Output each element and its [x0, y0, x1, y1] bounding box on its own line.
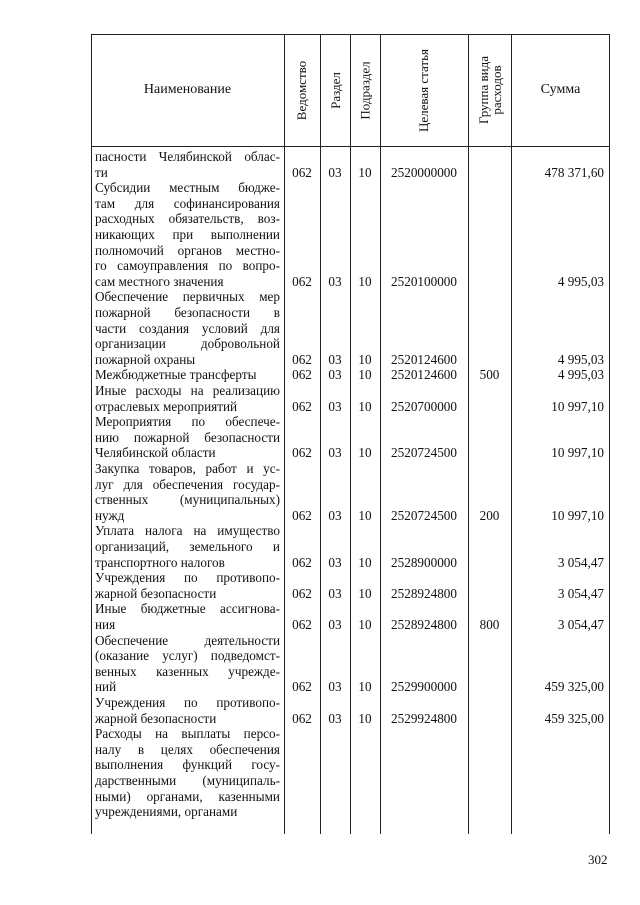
- row-name-line: Учреждения по противопо-: [95, 570, 280, 586]
- row-name-line: дарственными (муниципаль-: [95, 773, 280, 788]
- row-name-line: луг для обеспечения государ-: [95, 476, 280, 492]
- row-name-line: пасности Челябинской облас-: [95, 149, 280, 164]
- row-name-line: организаций, земельного и: [95, 539, 280, 554]
- row-razdel: 03: [328, 507, 342, 523]
- header-gruppa-line2: расходов: [488, 65, 504, 115]
- row-summa: 478 371,60: [544, 164, 604, 180]
- row-name-line: Межбюджетные трансферты: [95, 367, 257, 383]
- row-name-line: ственных (муниципальных): [95, 492, 280, 508]
- row-podrazdel: 10: [358, 507, 372, 523]
- row-podrazdel: 10: [358, 617, 372, 632]
- row-summa: 10 997,10: [551, 507, 604, 523]
- header-summa: Сумма: [540, 82, 581, 97]
- row-name-line: (оказание услуг) подведомст-: [95, 648, 280, 664]
- row-celevaya: 2528924800: [391, 585, 457, 601]
- row-vedomstvo: 062: [292, 445, 312, 461]
- row-name-line: ными) органами, казенными: [95, 788, 280, 804]
- row-summa: 3 054,47: [557, 585, 604, 601]
- row-celevaya: 2520124600: [391, 367, 457, 383]
- row-name-line: нию пожарной безопасности: [95, 429, 280, 445]
- row-celevaya: 2529924800: [391, 710, 457, 726]
- row-celevaya: 2529900000: [391, 679, 457, 695]
- row-razdel: 03: [328, 679, 342, 695]
- row-razdel: 03: [328, 710, 342, 726]
- row-name-line: пожарной охраны: [95, 351, 196, 367]
- row-vedomstvo: 062: [292, 351, 312, 367]
- row-podrazdel: 10: [358, 554, 372, 570]
- row-name-line: части создания условий для: [95, 320, 280, 336]
- row-vedomstvo: 062: [292, 507, 312, 523]
- row-gruppa: 500: [479, 367, 500, 383]
- row-name-line: Иные бюджетные ассигнова-: [95, 601, 280, 617]
- row-name-line: жарной безопасности: [95, 585, 217, 601]
- row-name-line: жарной безопасности: [95, 710, 217, 726]
- row-summa: 3 054,47: [557, 617, 604, 632]
- row-name-line: венных казенных учрежде-: [95, 663, 280, 679]
- header-vedomstvo: Ведомство: [294, 60, 310, 120]
- table-border-left: [91, 34, 92, 834]
- row-podrazdel: 10: [358, 398, 372, 414]
- row-name-line: Уплата налога на имущество: [95, 523, 280, 539]
- row-name-line: ти: [95, 164, 108, 180]
- header-gruppa-line1: Группа вида: [475, 56, 491, 124]
- row-name-line: никающих при выполнении: [95, 227, 280, 242]
- row-razdel: 03: [328, 351, 342, 367]
- row-vedomstvo: 062: [292, 164, 312, 180]
- row-podrazdel: 10: [358, 585, 372, 601]
- header-razdel: Раздел: [327, 71, 343, 109]
- row-name-line: Иные расходы на реализацию: [95, 383, 280, 398]
- row-name-line: ний: [95, 679, 117, 695]
- header-divider: [91, 146, 610, 147]
- row-name-line: там для софинансирования: [95, 195, 280, 211]
- row-summa: 4 995,03: [557, 351, 604, 367]
- row-vedomstvo: 062: [292, 617, 312, 632]
- row-name-line: организации добровольной: [95, 336, 280, 352]
- row-razdel: 03: [328, 398, 342, 414]
- row-gruppa: 800: [479, 617, 500, 632]
- row-vedomstvo: 062: [292, 398, 312, 414]
- row-summa: 4 995,03: [557, 367, 604, 383]
- row-celevaya: 2520100000: [391, 273, 457, 289]
- row-podrazdel: 10: [358, 164, 372, 180]
- row-razdel: 03: [328, 367, 342, 383]
- row-name-line: ния: [95, 617, 116, 632]
- row-name-line: Учреждения по противопо-: [95, 695, 280, 710]
- row-vedomstvo: 062: [292, 585, 312, 601]
- row-vedomstvo: 062: [292, 710, 312, 726]
- row-podrazdel: 10: [358, 710, 372, 726]
- row-celevaya: 2520124600: [391, 351, 457, 367]
- row-celevaya: 2520700000: [391, 398, 457, 414]
- row-name-line: транспортного налогов: [95, 554, 225, 570]
- row-summa: 459 325,00: [544, 679, 604, 695]
- header-celevaya: Целевая статья: [416, 48, 432, 132]
- row-summa: 4 995,03: [557, 273, 604, 289]
- table-border-right: [609, 34, 610, 834]
- row-name-line: нужд: [95, 507, 125, 523]
- budget-table: [91, 34, 610, 834]
- row-name-line: Челябинской области: [95, 445, 216, 461]
- row-name-line: Обеспечение первичных мер: [95, 289, 280, 305]
- row-name-line: полномочий органов местно-: [95, 242, 280, 258]
- row-name-line: выполнения функций госу-: [95, 757, 280, 773]
- row-celevaya: 2520000000: [391, 164, 457, 180]
- row-name-line: го самоуправления по вопро-: [95, 258, 280, 274]
- row-celevaya: 2528924800: [391, 617, 457, 632]
- row-name-line: отраслевых мероприятий: [95, 398, 238, 414]
- row-name-line: Закупка товаров, работ и ус-: [95, 461, 280, 476]
- row-celevaya: 2520724500: [391, 507, 457, 523]
- row-name-line: сам местного значения: [95, 273, 224, 289]
- row-vedomstvo: 062: [292, 554, 312, 570]
- header-gruppa: [468, 34, 511, 146]
- row-name-line: Субсидии местным бюдже-: [95, 180, 280, 196]
- row-celevaya: 2528900000: [391, 554, 457, 570]
- row-name-line: Мероприятия по обеспече-: [95, 414, 280, 430]
- row-vedomstvo: 062: [292, 367, 312, 383]
- row-gruppa: 200: [479, 507, 500, 523]
- row-celevaya: 2520724500: [391, 445, 457, 461]
- row-name-line: расходных обязательств, воз-: [95, 211, 280, 227]
- row-razdel: 03: [328, 617, 342, 632]
- page-number: 302: [588, 852, 608, 867]
- header-podrazdel: Подраздел: [357, 60, 373, 120]
- row-razdel: 03: [328, 585, 342, 601]
- row-podrazdel: 10: [358, 679, 372, 695]
- row-name-line: Расходы на выплаты персо-: [95, 726, 280, 742]
- row-podrazdel: 10: [358, 445, 372, 461]
- row-podrazdel: 10: [358, 273, 372, 289]
- row-razdel: 03: [328, 445, 342, 461]
- row-vedomstvo: 062: [292, 679, 312, 695]
- row-summa: 459 325,00: [544, 710, 604, 726]
- header-name: Наименование: [143, 82, 232, 97]
- row-summa: 10 997,10: [551, 445, 604, 461]
- row-razdel: 03: [328, 273, 342, 289]
- column-divider: [468, 34, 469, 834]
- row-summa: 10 997,10: [551, 398, 604, 414]
- row-name-line: учреждениями, органами: [95, 804, 238, 820]
- row-name-line: пожарной безопасности в: [95, 305, 280, 320]
- row-razdel: 03: [328, 164, 342, 180]
- row-name-line: налу в целях обеспечения: [95, 741, 280, 757]
- row-vedomstvo: 062: [292, 273, 312, 289]
- row-name-line: Обеспечение деятельности: [95, 632, 280, 648]
- row-podrazdel: 10: [358, 367, 372, 383]
- row-podrazdel: 10: [358, 351, 372, 367]
- row-razdel: 03: [328, 554, 342, 570]
- row-summa: 3 054,47: [557, 554, 604, 570]
